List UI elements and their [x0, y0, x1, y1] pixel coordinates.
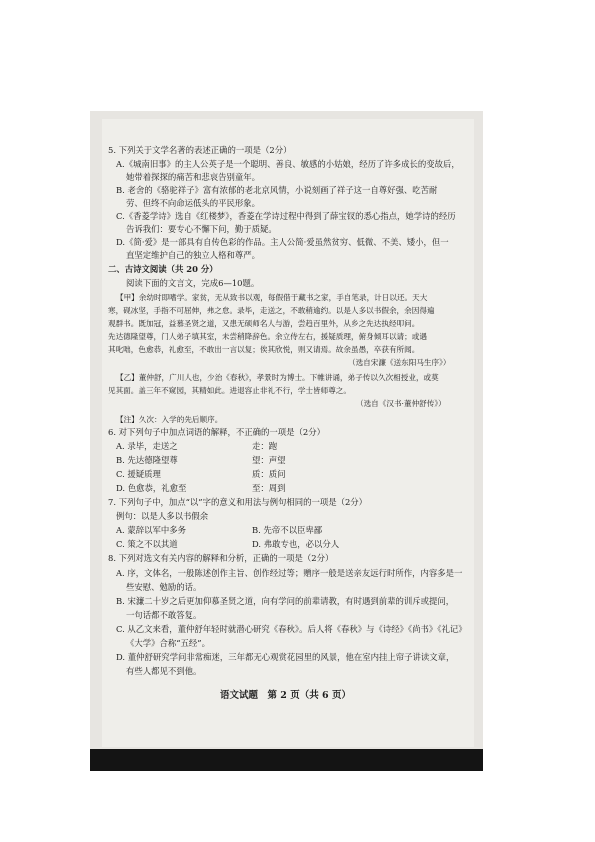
q5-option-c-line1: C.《香菱学诗》选自《红楼梦》，香菱在学诗过程中得到了薛宝钗的悉心指点，她学诗的经历 [116, 211, 456, 221]
passage-jia-line5: 其叱咄，色愈恭，礼愈至，不敢出一言以复；俟其欣悦，则又请焉。故余虽愚，卒获有所闻。 [108, 345, 420, 354]
q8-option-d-line1: D. 董仲舒研究学问非常痴迷，三年都无心观赏花园里的风景，他在室内挂上帘子讲读文章， [116, 652, 455, 662]
q5-option-b-line1: B. 老舍的《骆驼祥子》富有浓郁的老北京风情，小说刻画了祥子这一自尊好强、吃苦耐 [116, 185, 438, 195]
q6-stem: 6. 对下列句子中加点词语的解释，不正确的一项是（2分） [108, 427, 325, 437]
q5-option-b-line2: 劳、但终不向命运低头的平民形象。 [126, 198, 260, 208]
q8-option-b-line2: 一句话都不敢答复。 [126, 610, 202, 620]
q7-option-c: C. 策之不以其道 [116, 539, 178, 549]
q6-option-d: D. 色愈恭，礼愈至 [116, 483, 187, 493]
annotation-note: 【注】久次：入学的先后顺序。 [116, 415, 223, 424]
q6-option-c-gloss: 质：质问 [252, 469, 286, 479]
section-heading: 二、古诗文阅读（共 20 分） [108, 264, 218, 274]
reading-instruction: 阅读下面的文言文，完成6—10题。 [126, 278, 260, 288]
q8-option-c-line2: 《大学》合称“五经”。 [126, 638, 210, 648]
q7-option-a: A. 蒙辞以军中多务 [116, 525, 186, 535]
q5-option-d-line1: D.《简·爱》是一部具有自传色彩的作品。主人公简·爱虽然贫穷、低微、不美、矮小，但一 [116, 237, 449, 247]
q8-stem: 8. 下列对选文有关内容的解释和分析，正确的一项是（2分） [108, 553, 334, 563]
q6-option-b-gloss: 望：声望 [252, 455, 286, 465]
passage-jia-source: （选自宋濂《送东阳马生序》） [348, 358, 451, 367]
q6-option-a: A. 录毕，走送之 [116, 441, 178, 451]
q6-option-a-gloss: 走：跑 [252, 441, 278, 451]
q6-option-c: C. 援疑质理 [116, 469, 161, 479]
q5-stem: 5. 下列关于文学名著的表述正确的一项是（2分） [108, 145, 292, 155]
q5-option-a-line2: 她带着探探的痛苦和悲哀告别童年。 [126, 172, 260, 182]
q8-option-d-line2: 有些人都见不到他。 [126, 666, 202, 676]
scanned-page-photo [90, 111, 483, 771]
q5-option-a-line1: A.《城南旧事》的主人公英子是一个聪明、善良、敏感的小姑娘，经历了许多成长的变故后， [116, 159, 460, 169]
q6-option-d-gloss: 至：周到 [252, 483, 286, 493]
q7-option-d: D. 弗敢专也，必以分人 [252, 539, 340, 549]
q5-option-d-line2: 直坚定维护自己的独立人格和尊严。 [126, 250, 260, 260]
page-footer: 语文试题 第 2 页（共 6 页） [220, 690, 351, 701]
passage-jia-line3: 观群书。既加冠，益慕圣贤之道，又患无硕师名人与游，尝趋百里外，从乡之先达执经叩问。 [108, 319, 420, 328]
q7-example: 例句：以是人多以书假余 [116, 511, 209, 521]
exam-paper [102, 119, 474, 747]
passage-jia-line1: 【甲】余幼时即嗜学。家贫，无从致书以观，每假借于藏书之家，手自笔录，计日以还。天大 [116, 293, 428, 302]
q8-option-a-line2: 些安慰、勉励的话。 [126, 582, 202, 592]
passage-jia-line4: 先达德隆望尊，门人弟子填其室，未尝稍降辞色。余立侍左右，援疑质理，俯身倾耳以请；或遇 [108, 332, 427, 341]
passage-yi-line2: 见其面。盖三年不窥园，其精如此。进退容止非礼不行，学士皆师尊之。 [108, 386, 351, 395]
passage-yi-source: （选自《汉书·董仲舒传》） [356, 399, 446, 408]
photo-dark-edge [90, 749, 483, 771]
passage-jia-line2: 寒，砚冰坚，手指不可屈伸，弗之怠。录毕，走送之，不敢稍逾约。以是人多以书假余，余因得遍 [108, 306, 435, 315]
q7-option-b: B. 先帝不以臣卑鄙 [252, 525, 323, 535]
q8-option-b-line1: B. 宋濂二十岁之后更加仰慕圣贤之道，向有学问的前辈请教，有时遇到前辈的训斥或提问， [116, 596, 455, 606]
q6-option-b: B. 先达德隆望尊 [116, 455, 178, 465]
q8-option-c-line1: C. 从乙文来看，董仲舒年轻时就潜心研究《春秋》。后人将《春秋》与《诗经》《尚书》《礼记》 [116, 624, 467, 634]
q7-stem: 7. 下列句子中，加点“以”字的意义和用法与例句相同的一项是（2分） [108, 497, 368, 507]
passage-yi-line1: 【乙】董仲舒，广川人也，少治《春秋》，孝景时为博士。下帷讲诵，弟子传以久次相授业，或莫 [116, 373, 439, 382]
q5-option-c-line2: 告诉我们：要专心不懈下问，勤于质疑。 [126, 224, 277, 234]
q8-option-a-line1: A. 序，文体名，一般陈述创作主旨、创作经过等；赠序一般是送亲友远行时所作，内容多是一 [116, 568, 463, 578]
